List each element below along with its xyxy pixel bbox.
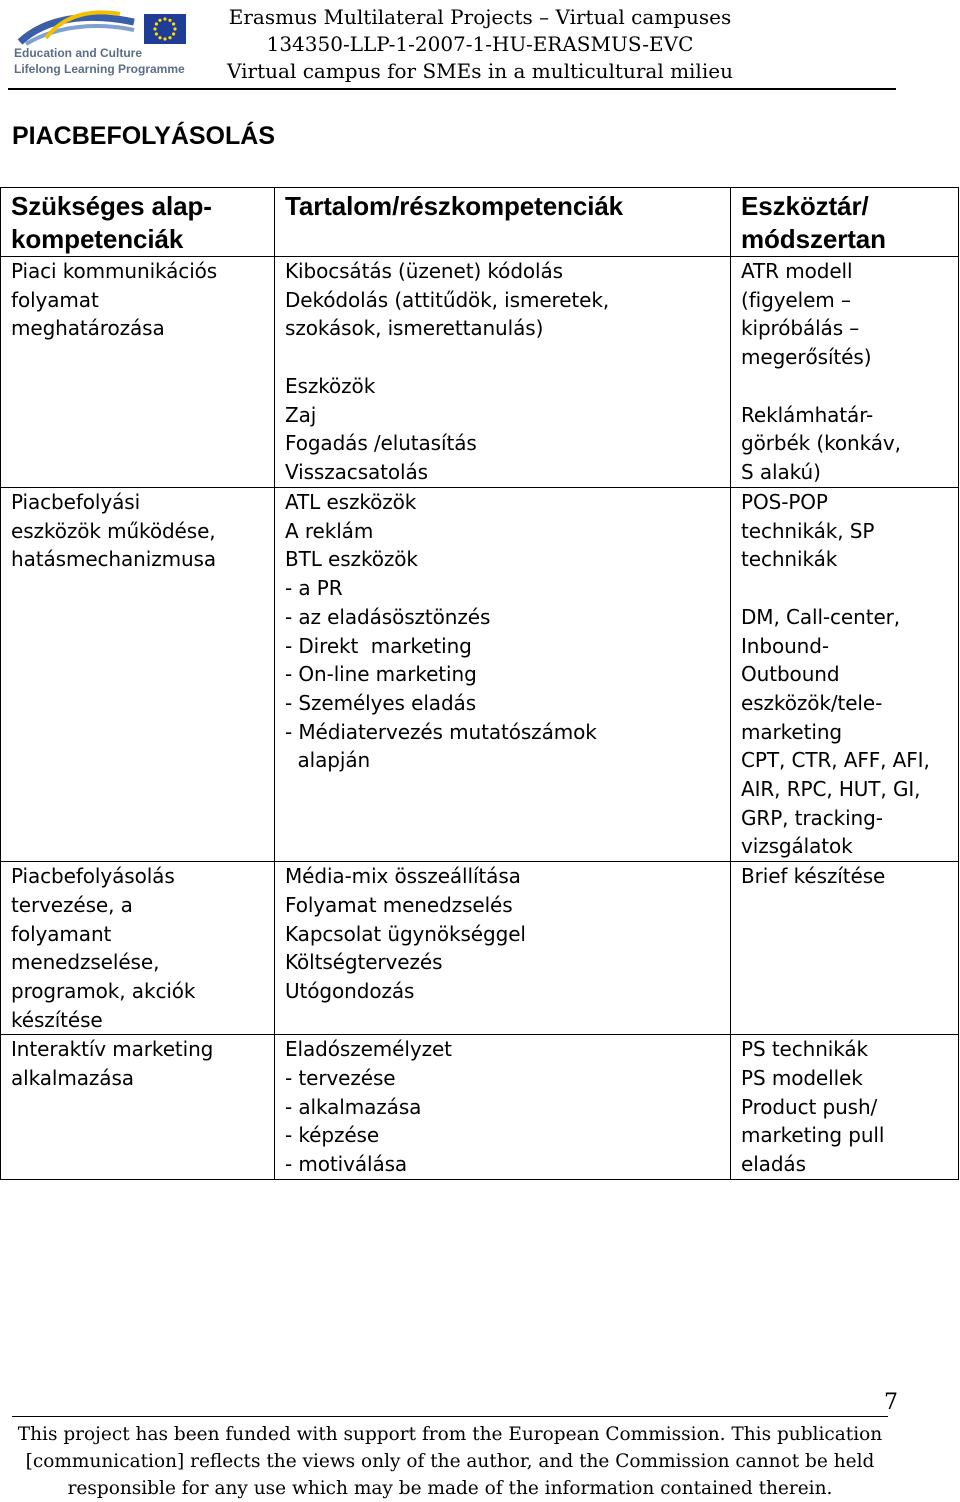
- cell-line: DM, Call-center,: [741, 604, 901, 629]
- table-cell-col1: [1, 257, 275, 488]
- cell-line: meghatározása: [11, 316, 165, 341]
- cell-line: programok, akciók: [11, 978, 196, 1003]
- column-header: [1, 188, 275, 257]
- cell-line: - a PR: [285, 576, 343, 601]
- cell-line: Piaci kommunikációs: [11, 259, 218, 283]
- cell-line: PS technikák: [741, 1037, 869, 1062]
- cell-line: vizsgálatok: [741, 834, 853, 859]
- header-divider: [8, 88, 896, 90]
- cell-line: [741, 372, 948, 401]
- table-cell-col3: [731, 257, 959, 488]
- table-cell-col3: [731, 488, 959, 862]
- cell-line: tervezése, a: [11, 892, 133, 917]
- cell-line: Folyamat menedzselés: [285, 892, 513, 917]
- swoosh-logo-icon: [16, 8, 136, 46]
- cell-line: [285, 343, 720, 372]
- cell-line: marketing pull: [741, 1123, 885, 1148]
- cell-line: technikák, SP: [741, 518, 875, 543]
- cell-line: Média-mix összeállítása: [285, 864, 521, 889]
- table-cell-col3: [731, 862, 959, 1035]
- cell-line: - képzése: [285, 1123, 380, 1148]
- cell-line: BTL eszközök: [285, 547, 418, 572]
- cell-line: készítése: [11, 1007, 103, 1032]
- cell-line: - alkalmazása: [285, 1094, 422, 1119]
- cell-line: - tervezése: [285, 1066, 396, 1091]
- column-header-text: Eszköztár/ módszertan: [741, 191, 886, 254]
- table-row: [1, 862, 959, 1035]
- competency-table: [0, 187, 959, 1180]
- cell-line: Utógondozás: [285, 978, 415, 1003]
- cell-line: hatásmechanizmusa: [11, 547, 217, 572]
- footer-divider: [12, 1416, 888, 1417]
- cell-line: POS-POP: [741, 490, 828, 514]
- cell-line: menedzselése,: [11, 950, 160, 975]
- cell-line: [741, 574, 948, 603]
- table-cell-col2: [275, 1035, 731, 1180]
- table-cell-col1: [1, 862, 275, 1035]
- cell-line: CPT, CTR, AFF, AFI,: [741, 748, 930, 773]
- table-row: [1, 257, 959, 488]
- cell-line: Fogadás /elutasítás: [285, 431, 477, 456]
- cell-line: Eszközök: [285, 373, 376, 398]
- cell-line: Eladószemélyzet: [285, 1037, 452, 1062]
- cell-line: Product push/: [741, 1094, 878, 1119]
- cell-line: Brief készítése: [741, 864, 886, 889]
- table-row: [1, 1035, 959, 1180]
- cell-line: ATL eszközök: [285, 490, 417, 514]
- page-footer: [10, 1421, 890, 1502]
- project-info: [200, 4, 760, 85]
- cell-line: szokások, ismerettanulás): [285, 316, 544, 341]
- column-header: [731, 188, 959, 257]
- cell-line: - Médiatervezés mutatószámok: [285, 719, 597, 744]
- cell-line: AIR, RPC, HUT, GI,: [741, 777, 921, 802]
- table-cell-col2: [275, 257, 731, 488]
- footer-line: [communication] reflects the views only of the author, and the Commission cannot be held: [25, 1451, 875, 1472]
- cell-line: marketing: [741, 719, 843, 744]
- cell-line: Visszacsatolás: [285, 459, 428, 484]
- table-row: [1, 488, 959, 862]
- footer-line: This project has been funded with support from the European Commission. This publication: [17, 1424, 883, 1445]
- cell-line: (figyelem –: [741, 287, 851, 312]
- cell-line: - Direkt marketing: [285, 633, 472, 658]
- footer-line: responsible for any use which may be made of the information contained therein.: [67, 1478, 833, 1499]
- cell-line: A reklám: [285, 518, 374, 543]
- cell-line: Piacbefolyási: [11, 490, 141, 514]
- logo-text-line2: Lifelong Learning Programme: [14, 62, 185, 76]
- page-title: PIACBEFOLYÁSOLÁS: [12, 122, 276, 150]
- cell-line: görbék (konkáv,: [741, 431, 901, 456]
- cell-line: - On-line marketing: [285, 662, 477, 687]
- cell-line: Reklámhatár-: [741, 402, 874, 427]
- cell-line: Inbound-: [741, 633, 829, 658]
- cell-line: GRP, tracking-: [741, 805, 883, 830]
- cell-line: megerősítés): [741, 345, 872, 370]
- logo-text-line1: Education and Culture: [14, 46, 143, 60]
- cell-line: folyamant: [11, 921, 112, 946]
- cell-line: eszközök működése,: [11, 518, 216, 543]
- table-cell-col1: [1, 488, 275, 862]
- page-number: 7: [884, 1390, 898, 1415]
- cell-line: PS modellek: [741, 1066, 863, 1091]
- cell-line: - Személyes eladás: [285, 690, 477, 715]
- table-cell-col2: [275, 488, 731, 862]
- table-cell-col3: [731, 1035, 959, 1180]
- cell-line: technikák: [741, 547, 838, 572]
- cell-line: alkalmazása: [11, 1066, 134, 1091]
- eu-flag-icon: [144, 14, 186, 44]
- cell-line: alapján: [285, 748, 371, 773]
- cell-line: kipróbálás –: [741, 316, 860, 341]
- table-header-row: [1, 188, 959, 257]
- project-program: Erasmus Multilateral Projects – Virtual campuses: [228, 5, 732, 29]
- project-name: Virtual campus for SMEs in a multicultural milieu: [227, 59, 733, 83]
- cell-line: Dekódolás (attitűdök, ismeretek,: [285, 287, 610, 312]
- cell-line: ATR modell: [741, 259, 853, 283]
- column-header-text: Tartalom/részkompetenciák: [285, 191, 624, 221]
- cell-line: S alakú): [741, 459, 821, 484]
- education-culture-logo: [6, 2, 196, 82]
- cell-line: Költségtervezés: [285, 950, 443, 975]
- cell-line: Outbound: [741, 662, 840, 687]
- cell-line: Zaj: [285, 402, 317, 427]
- project-code: 134350-LLP-1-2007-1-HU-ERASMUS-EVC: [266, 32, 694, 56]
- column-header: [275, 188, 731, 257]
- cell-line: - az eladásösztönzés: [285, 604, 491, 629]
- cell-line: Kibocsátás (üzenet) kódolás: [285, 259, 563, 283]
- cell-line: eladás: [741, 1152, 806, 1177]
- table-cell-col2: [275, 862, 731, 1035]
- cell-line: Kapcsolat ügynökséggel: [285, 921, 526, 946]
- cell-line: Piacbefolyásolás: [11, 864, 175, 889]
- column-header-text: Szükséges alap- kompetenciák: [11, 191, 212, 254]
- cell-line: eszközök/tele-: [741, 690, 883, 715]
- page-header: [0, 0, 960, 92]
- cell-line: folyamat: [11, 287, 99, 312]
- table-cell-col1: [1, 1035, 275, 1180]
- cell-line: - motiválása: [285, 1152, 408, 1177]
- cell-line: Interaktív marketing: [11, 1037, 214, 1062]
